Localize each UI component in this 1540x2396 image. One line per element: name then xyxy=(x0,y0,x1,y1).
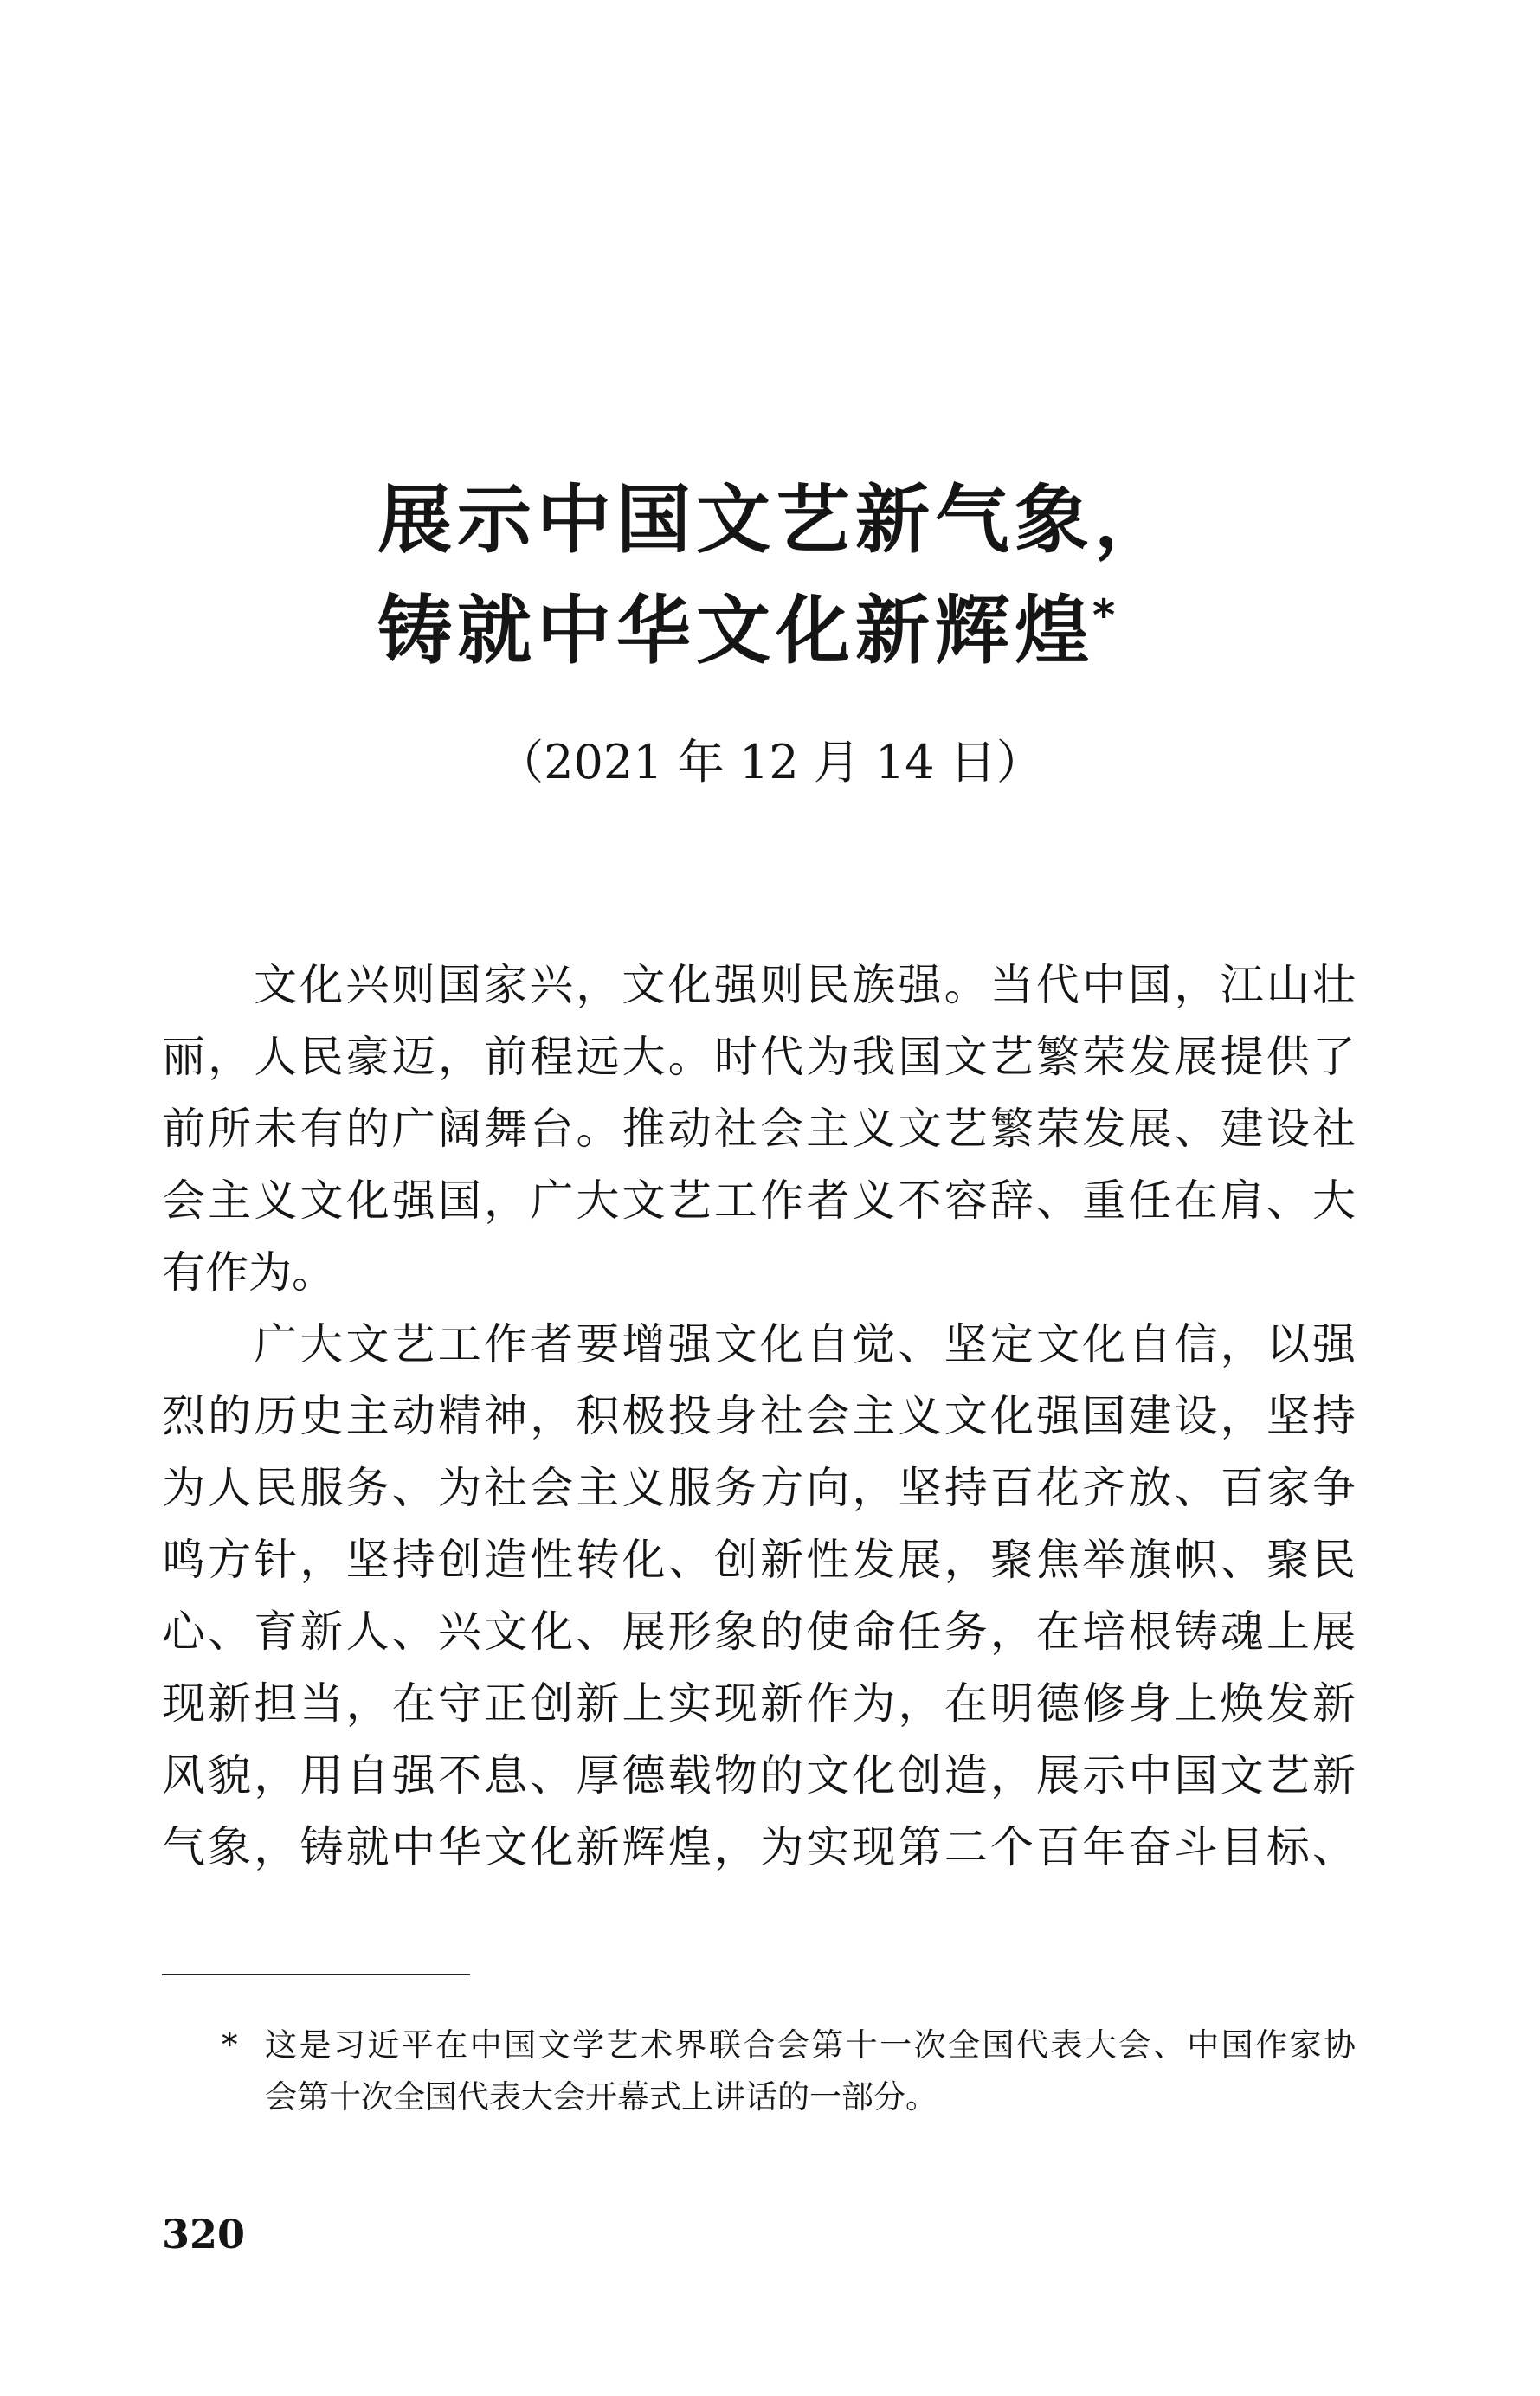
body-line: 丽，人民豪迈，前程远大。时代为我国文艺繁荣发展提供了 xyxy=(162,1032,1356,1082)
page-title-text-2: 铸就中华文化新辉煌 xyxy=(377,588,1094,674)
body-line: 文化兴则国家兴，文化强则民族强。当代中国，江山壮 xyxy=(254,960,1356,1010)
body-line: 气象，铸就中华文化新辉煌，为实现第二个百年奋斗目标、 xyxy=(162,1822,1356,1872)
page-number: 320 xyxy=(162,2211,246,2258)
page-title-line-2 xyxy=(377,576,1115,686)
body-line: 会主义文化强国，广大文艺工作者义不容辞、重任在肩、大 xyxy=(162,1175,1356,1226)
paragraph-2 xyxy=(162,1309,1356,1884)
footnote-marker: * xyxy=(222,2026,238,2064)
body-line: 广大文艺工作者要增强文化自觉、坚定文化自信，以强 xyxy=(254,1319,1356,1369)
body-line: 有作为。 xyxy=(162,1247,335,1298)
body-line: 前所未有的广阔舞台。推动社会主义文艺繁荣发展、建设社 xyxy=(162,1104,1356,1154)
body-line: 鸣方针，坚持创造性转化、创新性发展，聚焦举旗帜、聚民 xyxy=(162,1535,1356,1585)
body-line: 烈的历史主动精神，积极投身社会主义文化强国建设，坚持 xyxy=(162,1391,1356,1441)
paragraph-1 xyxy=(162,950,1356,1309)
body-line: 风貌，用自强不息、厚德载物的文化创造，展示中国文艺新 xyxy=(162,1750,1356,1800)
footnote-divider xyxy=(162,1974,470,1975)
body-text xyxy=(162,950,1356,1884)
footnote-line: 这是习近平在中国文学艺术界联合会第十一次全国代表大会、中国作家协 xyxy=(265,2026,1356,2064)
page-title-text-1: 展示中国文艺新气象， xyxy=(377,477,1174,564)
footnote-line: 会第十次全国代表大会开幕式上讲话的一部分。 xyxy=(265,2078,938,2116)
page-title-line-1 xyxy=(377,465,1174,576)
footnote xyxy=(265,2019,1356,2123)
title-footnote-marker: * xyxy=(1092,590,1116,641)
body-line: 心、育新人、兴文化、展形象的使命任务，在培根铸魂上展 xyxy=(162,1607,1356,1657)
body-line: 现新担当，在守正创新上实现新作为，在明德修身上焕发新 xyxy=(162,1678,1356,1729)
date-line: （2021 年 12 月 14 日） xyxy=(497,735,1043,789)
body-line: 为人民服务、为社会主义服务方向，坚持百花齐放、百家争 xyxy=(162,1463,1356,1513)
